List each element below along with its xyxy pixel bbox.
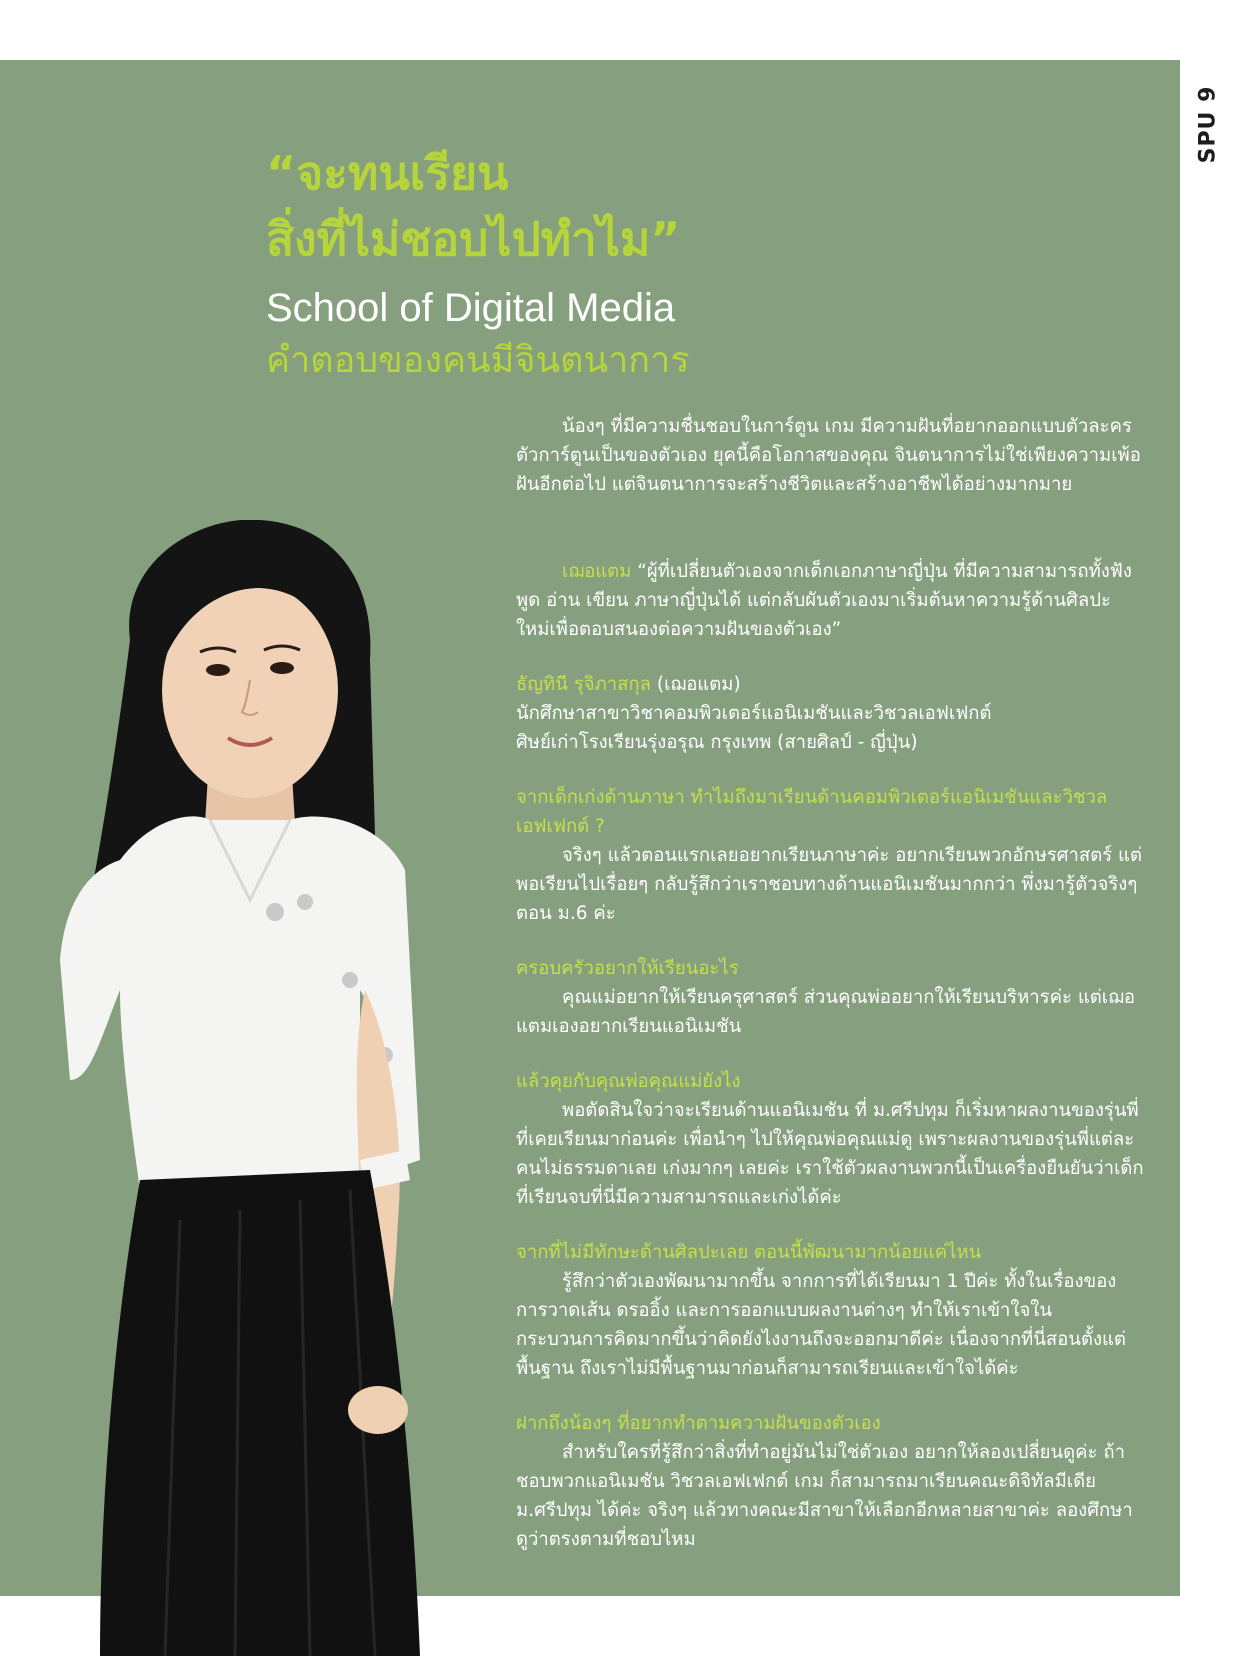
quote-name: เฌอแตม [562,561,632,582]
answer-2: คุณแม่อยากให้เรียนครุศาสตร์ ส่วนคุณพ่ออยากให้เรียนบริหารค่ะ แต่เฌอแตมเองอยากเรียนแอนิเมชัน [516,987,1135,1037]
headline [266,140,786,272]
quote-paragraph [516,557,1144,644]
profile-line-2: นักศึกษาสาขาวิชาคอมพิวเตอร์แอนิเมชันและวิชวลเอฟเฟกต์ [516,703,992,724]
question-3: แล้วคุยกับคุณพ่อคุณแม่ยังไง [516,1071,741,1092]
student-photo [60,520,490,1656]
profile-line-3: ศิษย์เก่าโรงเรียนรุ่งอรุณ กรุงเทพ (สายศิลป์ - ญี่ปุ่น) [516,732,918,753]
question-2: ครอบครัวอยากให้เรียนอะไร [516,958,739,979]
magazine-label: SPU 9 [1195,85,1221,163]
answer-5: สำหรับใครที่รู้สึกว่าสิ่งที่ทำอยู่มันไม่ใช่ตัวเอง อยากให้ลองเปลี่ยนดูค่ะ ถ้าชอบพวกแอนิเมชัน วิชวลเอฟเฟกต์ เกม ก็สามารถมาเรียนคณะดิจิทัลมีเดีย ม.ศรีปทุม ได้ค่ะ จริงๆ แล้วทางคณะมีสาขาให้เลือกอีกหลายสาขาค่ะ ลองศึกษาดูว่าตรงตามที่ชอบไหม [516,1442,1133,1550]
answer-1: จริงๆ แล้วตอนแรกเลยอยากเรียนภาษาค่ะ อยากเรียนพวกอักษรศาสตร์ แต่พอเรียนไปเรื่อยๆ กลับรู้สึกว่าเราชอบทางด้านแอนิเมชันมากกว่า พึ่งมารู้ตัวจริงๆ ตอน ม.6 ค่ะ [516,845,1142,924]
question-1: จากเด็กเก่งด้านภาษา ทำไมถึงมาเรียนด้านคอมพิวเตอร์แอนิเมชันและวิชวลเอฟเฟกต์ ? [516,787,1108,837]
answer-4: รู้สึกว่าตัวเองพัฒนามากขึ้น จากการที่ได้เรียนมา 1 ปีค่ะ ทั้งในเรื่องของการวาดเส้น ดรออิ้ง และการออกแบบผลงานต่างๆ ทำให้เราเข้าใจในกระบวนการคิดมากขึ้นว่าคิดยังไงงานถึงจะออกมาดีค่ะ เนื่องจากที่นี่สอนตั้งแต่พื้นฐาน ถึงเราไม่มีพื้นฐานมาก่อนก็สามารถเรียนและเข้าใจได้ค่ะ [516,1271,1126,1379]
question-4: จากที่ไม่มีทักษะด้านศิลปะเลย ตอนนี้พัฒนามากน้อยแค่ไหน [516,1242,982,1263]
headline-line-1: “จะทนเรียน [266,146,509,200]
intro-paragraph: น้องๆ ที่มีความชื่นชอบในการ์ตูน เกม มีความฝันที่อยากออกแบบตัวละครตัวการ์ตูนเป็นของตัวเอง ยุคนี้คือโอกาสของคุณ จินตนาการไม่ใช่เพียงความเพ้อฝันอีกต่อไป แต่จินตนาการจะสร้างชีวิตและสร้างอาชีพได้อย่างมากมาย [516,416,1141,495]
profile-nickname: (เฌอแตม) [650,674,741,695]
subtitle-thai: คำตอบของคนมีจินตนาการ [266,340,690,381]
subtitle-english: School of Digital Media [266,286,676,330]
student-illustration [60,520,490,1656]
profile-name: ธัญทินี รุจิภาสกุล [516,674,651,695]
profile-line-1 [516,670,1144,699]
headline-line-2: สิ่งที่ไม่ชอบไปทำไม” [266,212,681,266]
side-page-label [1188,84,1228,164]
answer-3: พอตัดสินใจว่าจะเรียนด้านแอนิเมชัน ที่ ม.ศรีปทุม ก็เริ่มหาผลงานของรุ่นพี่ที่เคยเรียนมาก่อนค่ะ เพื่อนำๆ ไปให้คุณพ่อคุณแม่ดู เพราะผลงานของรุ่นพี่แต่ละคนไม่ธรรมดาเลย เก่งมากๆ เลยค่ะ เราใช้ตัวผลงานพวกนี้เป็นเครื่องยืนยันว่าเด็กที่เรียนจบที่นี่มีความสามารถและเก่งได้ค่ะ [516,1100,1144,1208]
article-body [516,412,1144,1554]
question-5: ฝากถึงน้องๆ ที่อยากทำตามความฝันของตัวเอง [516,1413,881,1434]
quote-text: “ผู้ที่เปลี่ยนตัวเองจากเด็กเอกภาษาญี่ปุ่น ที่มีความสามารถทั้งฟัง พูด อ่าน เขียน ภาษาญี่ปุ่นได้ แต่กลับผันตัวเองมาเริ่มต้นหาความรู้ด้านศิลปะใหม่เพื่อตอบสนองต่อความฝันของตัวเอง” [516,561,1132,640]
